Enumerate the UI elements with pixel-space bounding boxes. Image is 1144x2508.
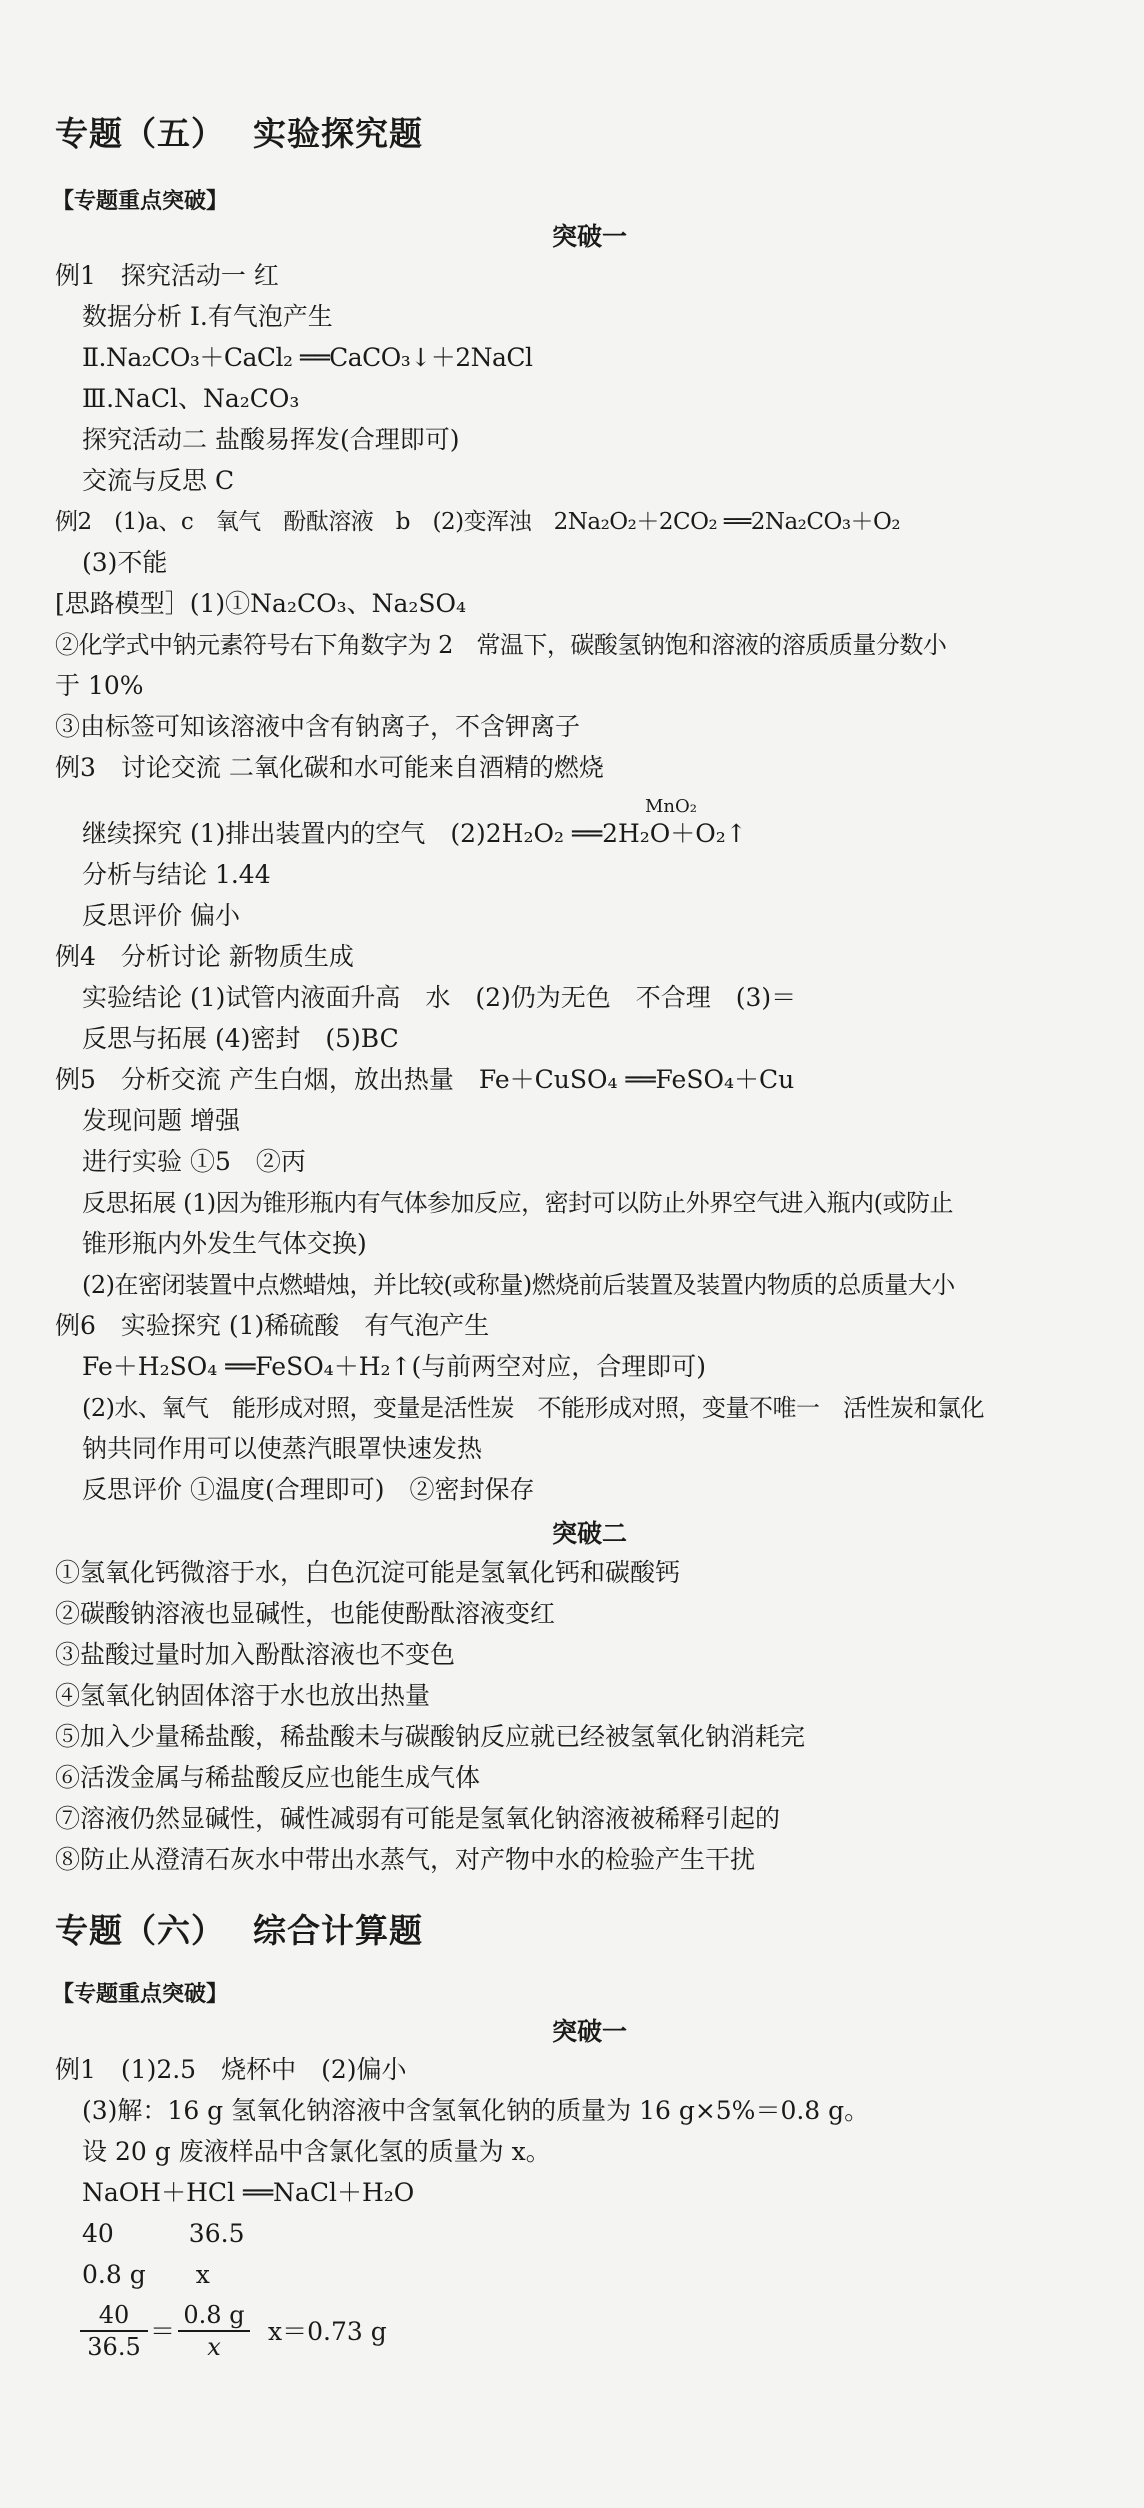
list-item: ②碳酸钠溶液也显碱性，也能使酚酞溶液变红: [55, 1599, 556, 1628]
solution-line: (3)解：16 g 氢氧化钠溶液中含氢氧化钠的质量为 16 g×5%＝0.8 g。: [82, 2096, 870, 2125]
problem-line: 发现问题 增强: [82, 1106, 240, 1135]
example5-line: 例5 分析交流 产生白烟，放出热量 Fe＋CuSO₄ ══FeSO₄＋Cu: [55, 1065, 795, 1094]
result-line: x＝0.73 g: [268, 2317, 387, 2346]
list-item: ①氢氧化钙微溶于水，白色沉淀可能是氢氧化钙和碳酸钙: [55, 1558, 681, 1587]
section6-breakthrough1: 突破一: [552, 2017, 628, 2046]
reflection-eval-line: 反思评价 偏小: [82, 901, 240, 930]
reflection-expand-line: 反思与拓展 (4)密封 (5)BC: [82, 1024, 399, 1053]
analysis-conclusion-line: 分析与结论 1.44: [82, 860, 271, 889]
list-item: ⑧防止从澄清石灰水中带出水蒸气，对产物中水的检验产生干扰: [55, 1845, 756, 1874]
mass-line: 0.8 g x: [82, 2260, 210, 2289]
activity2-line: 探究活动二 盐酸易挥发(合理即可): [82, 425, 460, 454]
section6-bracket-label: 【专题重点突破】: [52, 1982, 229, 2007]
example1-line: 例1 探究活动一 红: [55, 261, 279, 290]
list-item: ③盐酸过量时加入酚酞溶液也不变色: [55, 1640, 456, 1669]
item2-line: (2)在密闭装置中点燃蜡烛，并比较(或称量)燃烧前后装置及装置内物质的总质量大小: [82, 1271, 955, 1299]
example4-line: 例4 分析讨论 新物质生成: [55, 942, 354, 971]
section5-bracket-label: 【专题重点突破】: [52, 189, 229, 214]
explanation-line: ②化学式中钠元素符号右下角数字为 2 常温下，碳酸氢钠饱和溶液的溶质质量分数小: [55, 631, 947, 659]
section5-breakthrough1: 突破一: [552, 222, 628, 251]
equation-line: Ⅱ.Na₂CO₃＋CaCl₂ ══CaCO₃↓＋2NaCl: [82, 343, 533, 372]
equals-sign: ＝: [150, 2317, 176, 2346]
reflection-expand-line: 反思拓展 (1)因为锥形瓶内有气体参加反应，密封可以防止外界空气进入瓶内(或防止: [82, 1189, 953, 1217]
result-line: Ⅲ.NaCl、Na₂CO₃: [82, 384, 300, 413]
fraction-left: 40 36.5: [80, 2300, 148, 2362]
conclusion-line: 实验结论 (1)试管内液面升高 水 (2)仍为无色 不合理 (3)＝: [82, 983, 797, 1012]
continue-explore-line: 继续探究 (1)排出装置内的空气 (2)2H₂O₂ ══2H₂O＋O₂↑: [82, 819, 747, 848]
section5-breakthrough2: 突破二: [552, 1519, 628, 1548]
thinking-model-line: [思路模型］(1)①Na₂CO₃、Na₂SO₄: [55, 589, 467, 618]
data-analysis-line: 数据分析 Ⅰ.有气泡产生: [82, 302, 333, 331]
experiment-line: 进行实验 ①5 ②丙: [82, 1147, 306, 1176]
continuation-line: 钠共同作用可以使蒸汽眼罩快速发热: [82, 1434, 483, 1463]
example6-line: 例6 实验探究 (1)稀硫酸 有气泡产生: [55, 1311, 490, 1340]
assumption-line: 设 20 g 废液样品中含氯化氢的质量为 x。: [82, 2137, 551, 2166]
continuation-line: 锥形瓶内外发生气体交换): [82, 1229, 367, 1258]
fraction-right: 0.8 g x: [178, 2300, 250, 2362]
equation-line: NaOH＋HCl ══NaCl＋H₂O: [82, 2178, 415, 2207]
reflection-eval-line: 反思评价 ①温度(合理即可) ②密封保存: [82, 1475, 535, 1504]
equation-line: Fe＋H₂SO₄ ══FeSO₄＋H₂↑(与前两空对应，合理即可): [82, 1352, 706, 1381]
item2-line: (2)水、氧气 能形成对照，变量是活性炭 不能形成对照，变量不唯一 活性炭和氯化: [82, 1394, 984, 1422]
list-item: ⑤加入少量稀盐酸，稀盐酸未与碳酸钠反应就已经被氢氧化钠消耗完: [55, 1722, 806, 1751]
explanation-line: ③由标签可知该溶液中含有钠离子，不含钾离子: [55, 712, 581, 741]
list-item: ⑦溶液仍然显碱性，碱性减弱有可能是氢氧化钠溶液被稀释引起的: [55, 1804, 781, 1833]
example3-line: 例3 讨论交流 二氧化碳和水可能来自酒精的燃烧: [55, 753, 604, 782]
reflection-line: 交流与反思 C: [82, 466, 235, 495]
list-item: ④氢氧化钠固体溶于水也放出热量: [55, 1681, 431, 1710]
explanation-line: 于 10%: [55, 671, 144, 700]
list-item: ⑥活泼金属与稀盐酸反应也能生成气体: [55, 1763, 481, 1792]
catalyst-label: MnO₂: [645, 796, 697, 817]
example1-line: 例1 (1)2.5 烧杯中 (2)偏小: [55, 2055, 407, 2084]
section5-title: 专题（五） 实验探究题: [55, 114, 423, 153]
example2-line: 例2 (1)a、c 氧气 酚酞溶液 b (2)变浑浊 2Na₂O₂＋2CO₂ ══2Na₂CO₃＋O₂: [55, 509, 901, 535]
molar-mass-line: 40 36.5: [82, 2219, 245, 2248]
answer-line: (3)不能: [82, 548, 168, 577]
section6-title: 专题（六） 综合计算题: [55, 1911, 423, 1950]
